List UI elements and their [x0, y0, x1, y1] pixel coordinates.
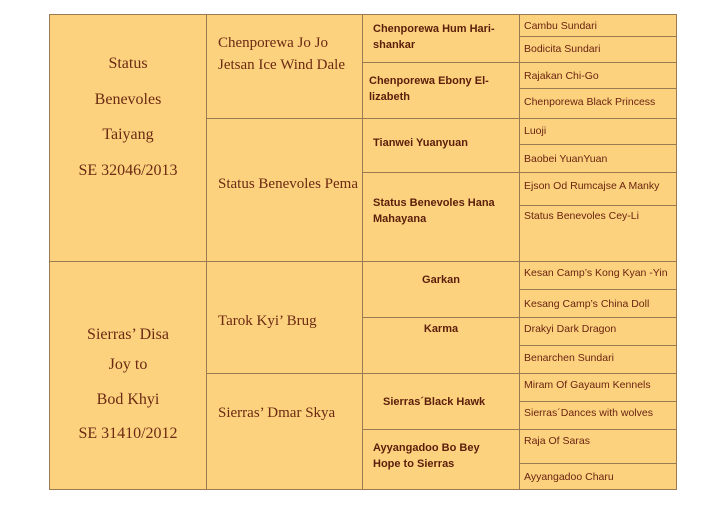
ssd-dam-cell	[519, 88, 677, 119]
dam-cell	[49, 261, 207, 490]
sd-dam-cell	[362, 172, 520, 262]
dds-dam-name: Sierras´Dances with wolves	[524, 407, 653, 419]
sss-dam-cell	[519, 36, 677, 63]
dds-sire-name: Miram Of Gayaum Kennels	[524, 379, 651, 391]
dam-sire-cell	[206, 261, 363, 374]
sds-sire-cell	[519, 118, 677, 145]
dd-sire-cell	[362, 373, 520, 430]
ssd-sire-cell	[519, 62, 677, 89]
sds-sire-name: Luoji	[524, 125, 547, 137]
sdd-dam-name: Status Benevoles Cey-Li	[524, 210, 639, 222]
sire-name-line-2: Benevoles	[94, 91, 162, 108]
dam-name-line-2: Joy to	[108, 356, 148, 373]
sss-sire-cell	[519, 14, 677, 37]
dd-dam-name: Ayyangadoo Bo Bey Hope to Sierras	[373, 442, 480, 470]
dss-dam-name: Kesang Camp’s China Doll	[524, 298, 650, 310]
sd-sire-cell	[362, 118, 520, 173]
dam-registration: SE 31410/2012	[78, 425, 178, 442]
sire-name-line-3: Taiyang	[102, 126, 154, 143]
dss-sire-name: Kesan Camp’s Kong Kyan -Yin	[524, 267, 668, 279]
dd-dam-cell	[362, 429, 520, 490]
dsd-dam-cell	[519, 345, 677, 374]
ds-dam-cell	[362, 317, 520, 374]
dds-sire-cell	[519, 373, 677, 402]
sds-dam-name: Baobei YuanYuan	[524, 153, 608, 165]
dam-dam-name: Sierras’ Dmar Skya	[218, 405, 336, 421]
dam-name-line-1: Sierras’ Disa	[87, 326, 169, 343]
sire-sire-cell	[206, 14, 363, 119]
dsd-dam-name: Benarchen Sundari	[524, 352, 614, 364]
sdd-dam-cell	[519, 205, 677, 262]
ds-dam-name: Karma	[423, 323, 459, 335]
sire-cell	[49, 14, 207, 262]
ssd-sire-name: Rajakan Chi-Go	[524, 70, 599, 82]
ss-dam-cell	[362, 62, 520, 119]
sds-dam-cell	[519, 144, 677, 173]
ddd-sire-name: Raja Of Saras	[524, 435, 590, 447]
dds-dam-cell	[519, 401, 677, 430]
sire-dam-cell	[206, 118, 363, 262]
sd-dam-name: Status Benevoles Hana Mahayana	[373, 197, 495, 225]
sire-sire-name: Chenporewa Jo Jo Jetsan Ice Wind Dale	[218, 35, 345, 73]
dsd-sire-name: Drakyi Dark Dragon	[524, 323, 617, 335]
dd-sire-name: Sierras´Black Hawk	[383, 396, 486, 408]
sire-registration: SE 32046/2013	[78, 162, 178, 179]
sire-dam-name: Status Benevoles Pema	[218, 176, 358, 192]
sdd-sire-cell	[519, 172, 677, 206]
dsd-sire-cell	[519, 317, 677, 346]
dam-name-line-3: Bod Khyi	[96, 391, 160, 408]
dss-sire-cell	[519, 261, 677, 290]
dss-dam-cell	[519, 289, 677, 318]
sdd-sire-name: Ejson Od Rumcajse A Manky	[524, 180, 660, 192]
sss-sire-name: Cambu Sundari	[524, 20, 597, 32]
ddd-sire-cell	[519, 429, 677, 464]
ddd-dam-cell	[519, 463, 677, 490]
sss-dam-name: Bodicita Sundari	[524, 43, 601, 55]
dam-sire-name: Tarok Kyi’ Brug	[218, 313, 317, 329]
ss-sire-cell	[362, 14, 520, 63]
sd-sire-name: Tianwei Yuanyuan	[373, 137, 468, 149]
dam-dam-cell	[206, 373, 363, 490]
ss-dam-name: Chenporewa Ebony El-lizabeth	[369, 75, 489, 103]
ssd-dam-name: Chenporewa Black Princess	[524, 96, 656, 108]
ddd-dam-name: Ayyangadoo Charu	[524, 471, 614, 483]
ds-sire-cell	[362, 261, 520, 318]
ss-sire-name: Chenporewa Hum Hari-shankar	[373, 23, 495, 51]
sire-name-line-1: Status	[108, 55, 148, 72]
ds-sire-name: Garkan	[422, 274, 460, 286]
